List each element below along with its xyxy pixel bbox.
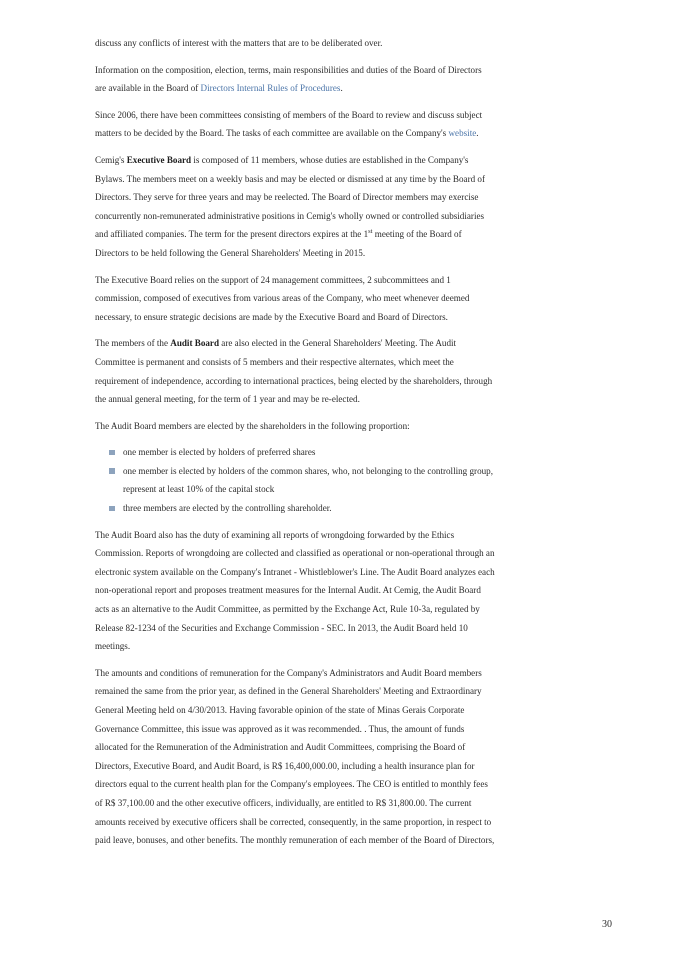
board-rules-link[interactable]: Directors Internal Rules of Procedures — [200, 83, 341, 94]
square-bullet-icon — [109, 506, 115, 512]
list-item: one member is elected by holders of the common shares, who, not belonging to the controlling group, represent at least 10% of the capital stock — [95, 462, 495, 499]
paragraph-remuneration: The amounts and conditions of remuneration for the Company's Administrators and Audit Board members remained the same from the prior year, as defined in the General Shareholders' Meeting and Extraordinary General Meeting held on 4/30/2013. Having favorable opinion of the state of Minas Gerais Corporate Governance Committee, this issue was approved as it was recommended. . Thus, the amount of funds allocated for the Remuneration of the Administration and Audit Committees, comprising the Board of Directors, Executive Board, and Audit Board, is R$ 16,400,000.00, including a health insurance plan for directors equal to the current health plan for the Company's employees. The CEO is entitled to monthly fees of R$ 37,100.00 and the other executive officers, individually, are entitled to R$ 31,800.00. The current amounts received by executive officers shall be corrected, consequently, in the same proportion, in respect to paid leave, bonuses, and other benefits. The monthly remuneration of each member of the Board of Directors, — [95, 667, 495, 846]
paragraph-executive-board: Cemig's Executive Board is composed of 11 members, whose duties are established in the Company's Bylaws. The members meet on a weekly basis and may be elected or dismissed at any time by the Board of Directors. They serve for three years and may be reelected. The Board of Director members may exercise concurrently non-remunerated administrative positions in Cemig's wholly owned or controlled subsidiaries and affiliated companies. The term for the present directors expires at the 1st meeting of the Board of Directors to be held following the General Shareholders' Meeting in 2015. — [95, 154, 486, 258]
executive-board-term: Executive Board — [126, 154, 192, 165]
page-body — [95, 34, 495, 858]
paragraph-management-committees: The Executive Board relies on the support of 24 management committees, 2 subcommittees and 1 commission, composed of executives from various areas of the Company, who meet whenever deemed necessary, to ensure strategic decisions are made by the Executive Board and Board of Directors. — [95, 274, 470, 322]
ordinal-suffix: st — [368, 228, 373, 236]
paragraph-wrongdoing: The Audit Board also has the duty of examining all reports of wrongdoing forwarded by the Ethics Commission. Reports of wrongdoing are collected and classified as operational or non-operational through an electronic system available on the Company's Intranet - Whistleblower's Line. The Audit Board analyzes each non-operational report and proposes treatment measures for the Internal Audit. At Cemig, the Audit Board acts as an alternative to the Audit Committee, as permitted by the Exchange Act, Rule 10-3a, regulated by Release 82-1234 of the Securities and Exchange Commission - SEC. In 2013, the Audit Board held 10 meetings. — [95, 529, 495, 652]
page-number: 30 — [602, 919, 612, 930]
paragraph-committees: Since 2006, there have been committees consisting of members of the Board to review and discuss subject matters to be decided by the Board. The tasks of each committee are available on the Company's website. — [95, 109, 483, 139]
list-item: three members are elected by the controlling shareholder. — [95, 499, 495, 518]
list-item: one member is elected by holders of preferred shares — [95, 443, 495, 462]
paragraph-board-info: Information on the composition, election, terms, main responsibilities and duties of the Board of Directors are available in the Board of Directors Internal Rules of Procedures. — [95, 64, 482, 94]
audit-board-term: Audit Board — [170, 338, 220, 349]
paragraph-conflicts: discuss any conflicts of interest with the matters that are to be deliberated over. — [95, 38, 383, 48]
paragraph-audit-board: The members of the Audit Board are also elected in the General Shareholders' Meeting. The Audit Committee is permanent and consists of 5 members and their respective alternates, which meet the requirement of independence, according to international practices, being elected by the shareholders, through the annual general meeting, for the term of 1 year and may be re-elected. — [95, 338, 493, 405]
square-bullet-icon — [109, 468, 115, 474]
paragraph-proportion: The Audit Board members are elected by the shareholders in the following proportion: — [95, 420, 410, 431]
website-link[interactable]: website — [448, 128, 477, 139]
bullet-list — [95, 443, 495, 517]
square-bullet-icon — [109, 450, 115, 456]
